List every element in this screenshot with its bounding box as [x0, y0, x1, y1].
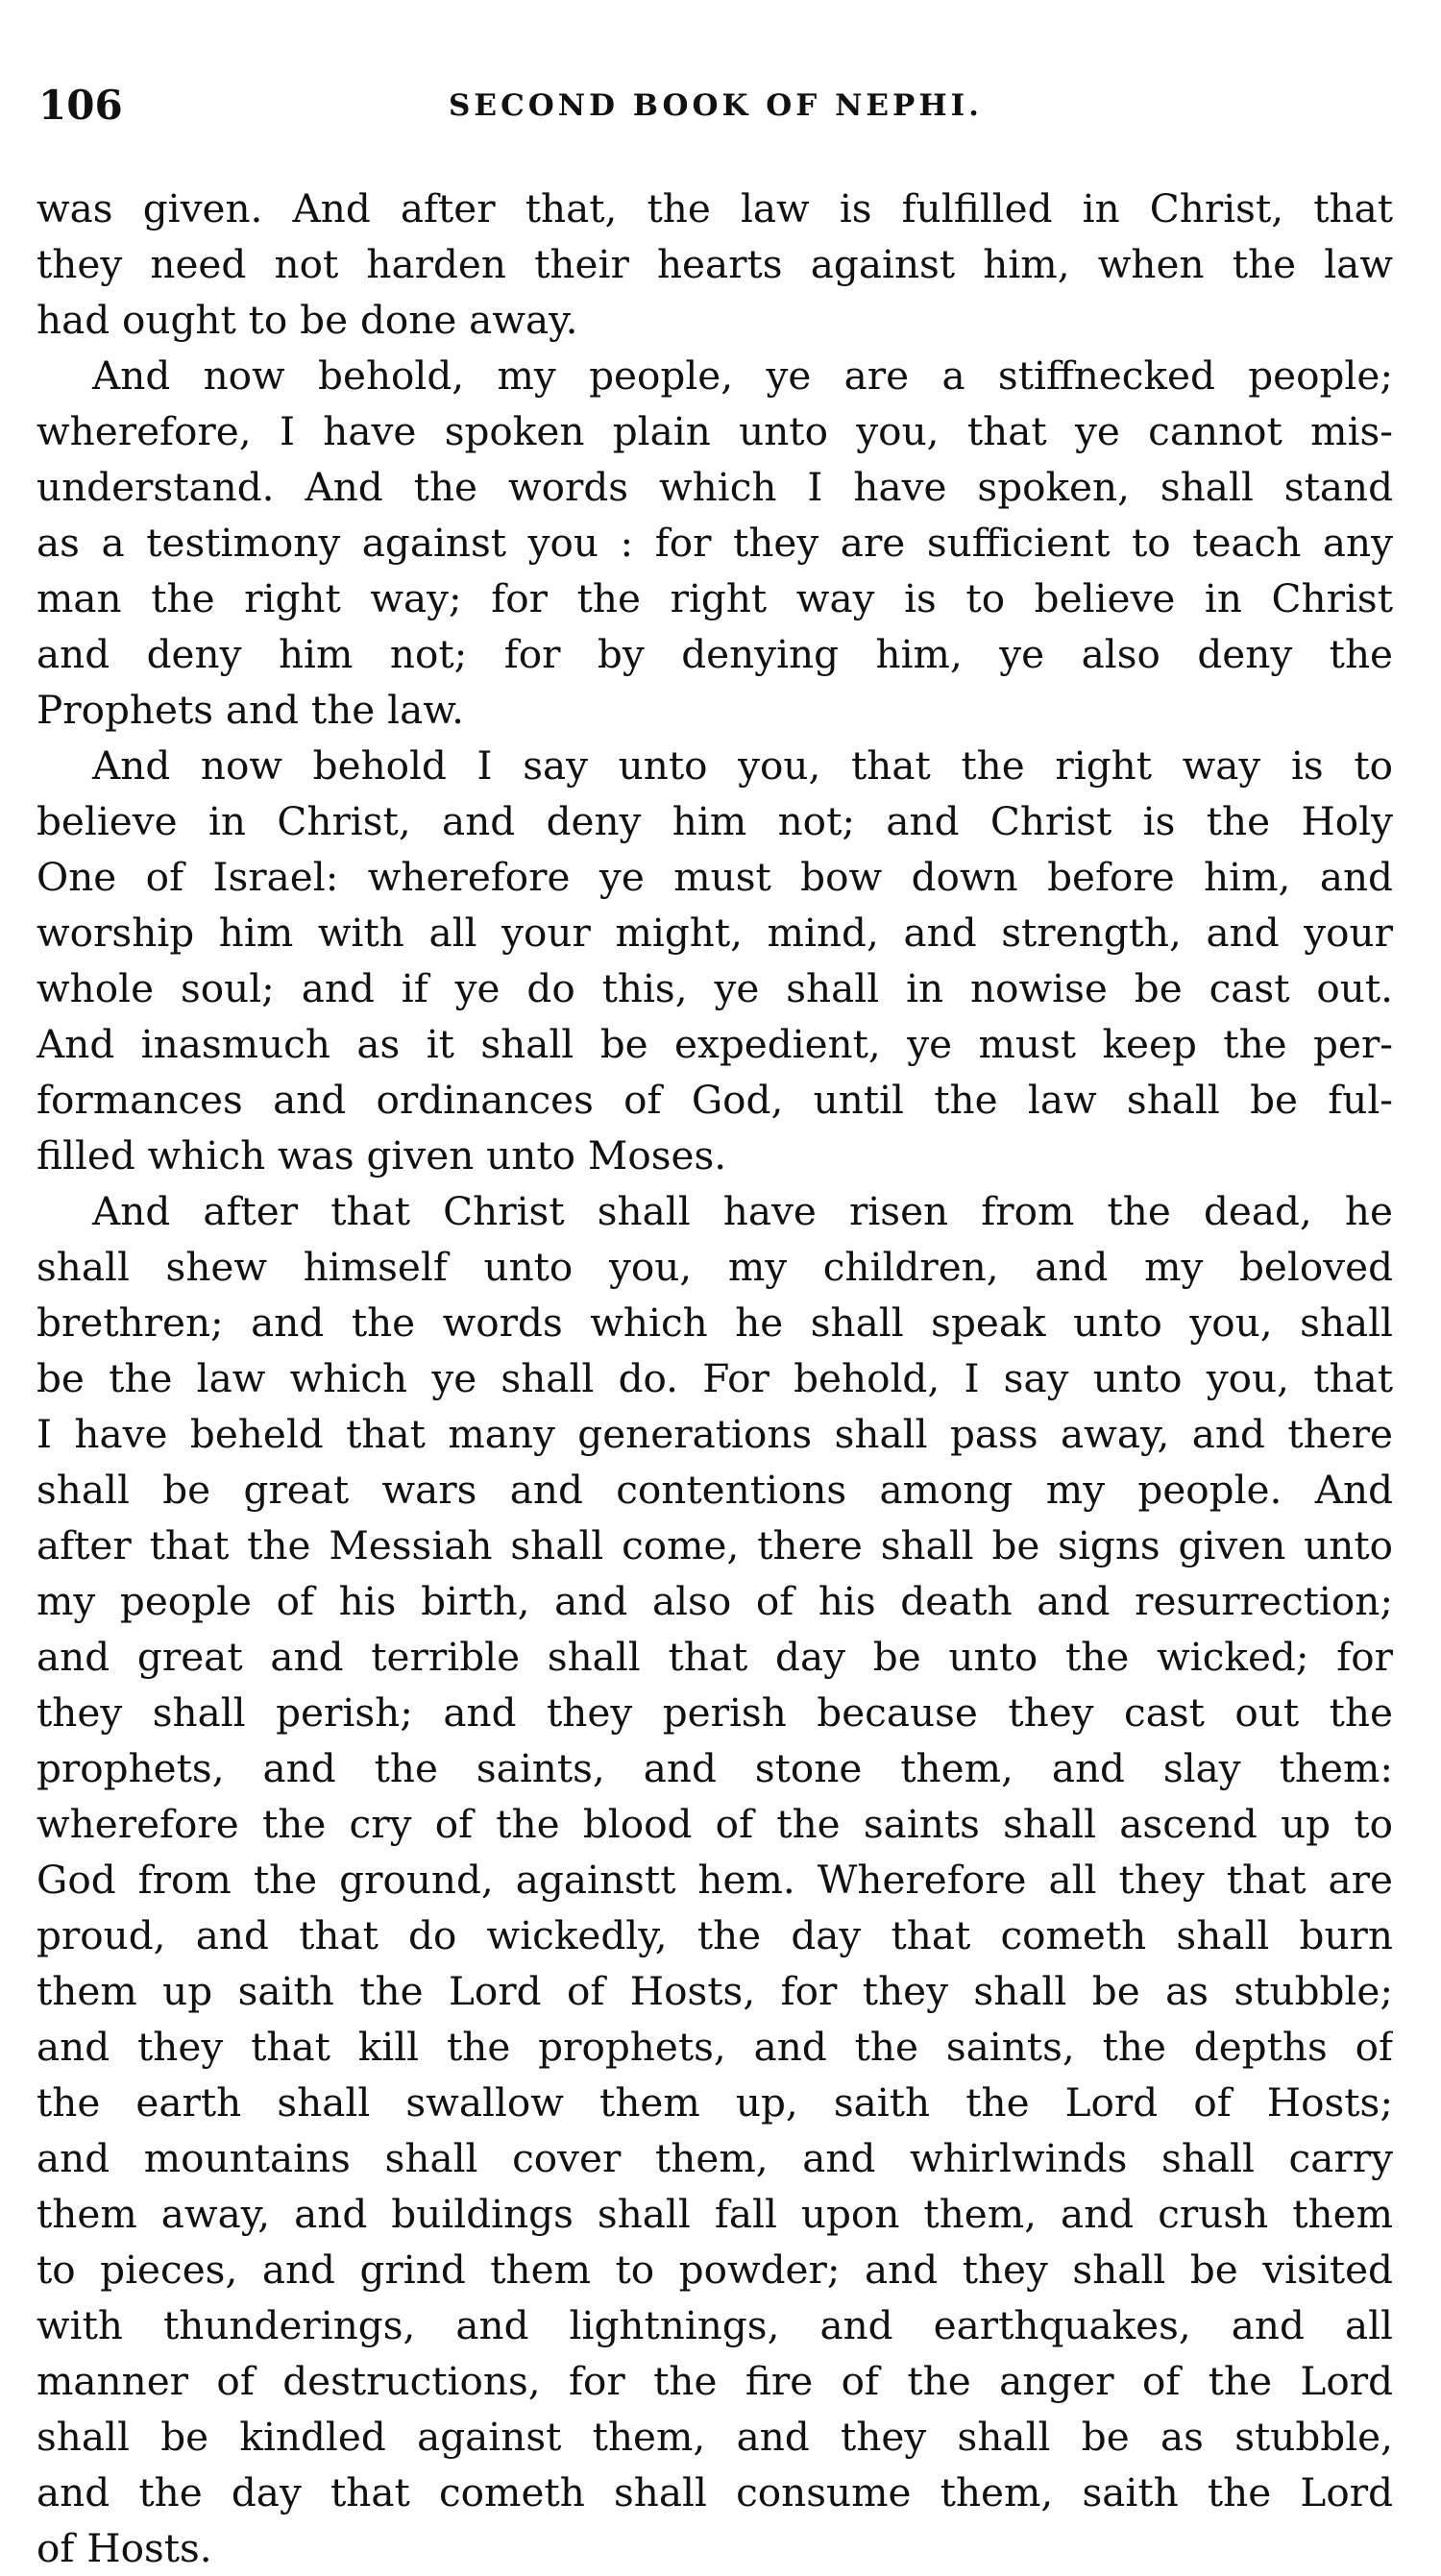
- text-line: And now behold I say unto you, that the right way is to: [92, 742, 1393, 789]
- text-line: shall be kindled against them, and they shall be as stubble,: [37, 2414, 1393, 2460]
- text-line: them away, and buildings shall fall upon them, and crush them: [37, 2191, 1393, 2237]
- text-line: and great and terrible shall that day be unto the wicked; for: [37, 1634, 1393, 1680]
- text-line: And now behold, my people, ye are a stiffnecked people;: [92, 352, 1393, 399]
- text-line: and the day that cometh shall consume them, saith the Lord: [37, 2469, 1393, 2515]
- text-line: God from the ground, againstt hem. Wherefore all they that are: [37, 1857, 1393, 1903]
- text-line: shall be great wars and contentions among my people. And: [37, 1467, 1393, 1513]
- body-text: [37, 181, 1393, 2576]
- text-line: shall shew himself unto you, my children, and my beloved: [37, 1244, 1393, 1290]
- text-line: with thunderings, and lightnings, and earthquakes, and all: [37, 2302, 1393, 2348]
- text-line: proud, and that do wickedly, the day that cometh shall burn: [37, 1912, 1393, 1958]
- text-line: Prophets and the law.: [37, 687, 464, 733]
- text-line: manner of destructions, for the fire of the anger of the Lord: [37, 2358, 1393, 2404]
- text-line: and mountains shall cover them, and whirlwinds shall carry: [37, 2135, 1393, 2181]
- text-line: wherefore the cry of the blood of the saints shall ascend up to: [37, 1801, 1393, 1847]
- text-line: had ought to be done away.: [37, 297, 578, 343]
- text-line: prophets, and the saints, and stone them, and slay them:: [37, 1745, 1393, 1791]
- page-header: [38, 77, 1393, 134]
- running-title: SECOND BOOK OF NEPHI.: [449, 88, 983, 123]
- text-line: worship him with all your might, mind, and strength, and your: [37, 910, 1393, 956]
- text-line: to pieces, and grind them to powder; and they shall be visited: [37, 2247, 1393, 2293]
- text-line: as a testimony against you : for they are sufficient to teach any: [37, 520, 1393, 566]
- text-line: my people of his birth, and also of his death and resurrection;: [37, 1578, 1393, 1624]
- text-line: man the right way; for the right way is to believe in Christ: [37, 575, 1393, 621]
- text-line: them up saith the Lord of Hosts, for they shall be as stubble;: [37, 1968, 1393, 2014]
- text-line: of Hosts.: [37, 2525, 212, 2571]
- text-line: And after that Christ shall have risen from the dead, he: [92, 1188, 1393, 1234]
- text-line: was given. And after that, the law is fulfilled in Christ, that: [37, 185, 1393, 231]
- text-line: And inasmuch as it shall be expedient, ye must keep the per-: [37, 1021, 1393, 1067]
- text-line: I have beheld that many generations shall pass away, and there: [37, 1411, 1393, 1457]
- text-line: understand. And the words which I have spoken, shall stand: [37, 464, 1393, 510]
- text-line: brethren; and the words which he shall speak unto you, shall: [37, 1300, 1393, 1346]
- text-line: believe in Christ, and deny him not; and Christ is the Holy: [37, 798, 1393, 844]
- text-line: wherefore, I have spoken plain unto you, that ye cannot mis-: [37, 408, 1393, 454]
- text-line: they shall perish; and they perish because they cast out the: [37, 1689, 1393, 1736]
- text-line: after that the Messiah shall come, there shall be signs given unto: [37, 1522, 1393, 1568]
- text-line: formances and ordinances of God, until the law shall be ful-: [37, 1077, 1393, 1123]
- text-line: filled which was given unto Moses.: [37, 1132, 727, 1179]
- text-line: be the law which ye shall do. For behold, I say unto you, that: [37, 1355, 1393, 1401]
- text-line: they need not harden their hearts against him, when the law: [37, 241, 1393, 287]
- text-line: One of Israel: wherefore ye must bow down before him, and: [37, 854, 1393, 900]
- text-line: and deny him not; for by denying him, ye also deny the: [37, 631, 1393, 677]
- text-line: whole soul; and if ye do this, ye shall in nowise be cast out.: [37, 965, 1393, 1011]
- page-number: 106: [38, 82, 123, 129]
- text-line: and they that kill the prophets, and the saints, the depths of: [37, 2024, 1393, 2070]
- text-line: the earth shall swallow them up, saith the Lord of Hosts;: [37, 2079, 1393, 2126]
